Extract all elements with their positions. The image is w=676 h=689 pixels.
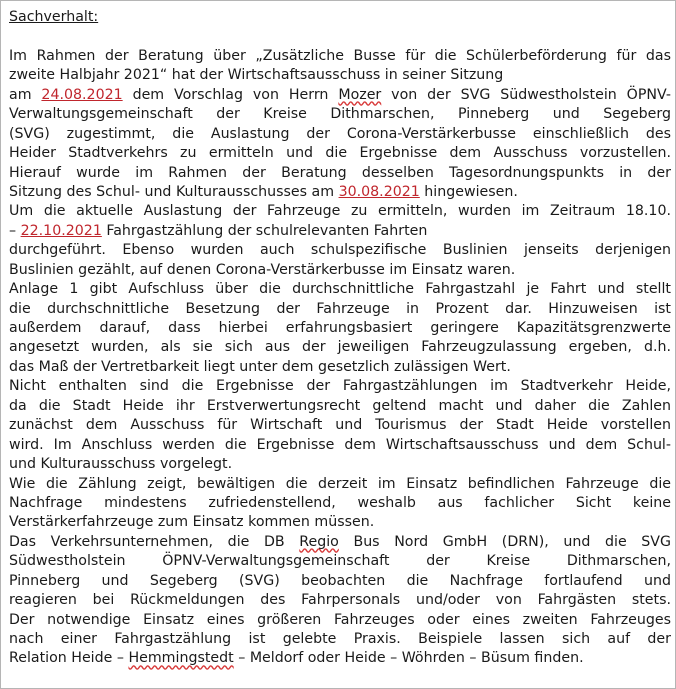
text-segment: – <box>9 222 21 239</box>
text-segment: Im Rahmen der Beratung über „Zusätzliche Busse für die Schülerbeförderung für das <box>9 47 671 64</box>
text-segment: dem Vorschlag von Herrn <box>122 86 339 103</box>
date-link[interactable]: 22.10.2021 <box>20 222 102 239</box>
text-line <box>9 202 671 221</box>
text-segment: Anlage 1 gibt Aufschluss über die durchschnittliche Fahrgastzahl je Fahrt und stellt <box>9 281 671 298</box>
text-segment: reagieren bei Rückmeldungen des Fahrpersonals und/oder von Fahrgästen stets. <box>9 592 671 609</box>
text-line <box>9 144 671 163</box>
document-body <box>9 8 671 669</box>
text-line <box>9 222 671 241</box>
text-segment: Der notwendige Einsatz eines größeren Fahrzeuges oder eines zweiten Fahrzeuges <box>9 611 671 628</box>
text-segment: Verwaltungsgemeinschaft der Kreise Dithmarschen, Pinneberg und Segeberg <box>9 106 671 123</box>
text-segment: Fahrgastzählung der schulrelevanten Fahrten <box>101 222 428 239</box>
blank-line <box>9 27 671 46</box>
text-segment: außerdem darauf, dass hierbei erfahrungsbasiert geringere Kapazitätsgrenzwerte <box>9 320 671 336</box>
date-link[interactable]: 24.08.2021 <box>41 86 123 103</box>
text-segment: Nachfrage mindestens zufriedenstellend, weshalb aus fachlicher Sicht keine <box>9 494 671 511</box>
text-line <box>9 591 671 610</box>
date-link[interactable]: 30.08.2021 <box>338 183 420 200</box>
text-line <box>9 338 671 357</box>
text-line <box>9 397 671 416</box>
text-line <box>9 436 671 455</box>
spellcheck-flagged-word: Mozer <box>338 86 382 103</box>
text-line <box>9 416 671 435</box>
text-line <box>9 475 671 494</box>
text-line <box>9 552 671 571</box>
heading-line <box>9 8 671 27</box>
text-line <box>9 358 671 377</box>
text-line <box>9 455 671 474</box>
text-segment: am <box>9 86 42 103</box>
text-line <box>9 630 671 649</box>
text-segment: von der SVG Südwestholstein ÖPNV- <box>381 86 671 103</box>
text-segment: nach einer Fahrgastzählung ist gelebte Praxis. Beispiele lassen sich auf der <box>9 631 671 647</box>
spellcheck-flagged-word: Hemmingstedt <box>128 650 234 667</box>
text-segment: Buslinien gezählt, auf denen Corona-Verstärkerbusse im Einsatz waren. <box>9 261 516 278</box>
text-segment: und Kulturausschuss vorgelegt. <box>9 456 233 473</box>
text-segment: die durchschnittliche Besetzung der Fahrzeuge in Prozent dar. Hinzuweisen ist <box>9 300 671 317</box>
section-heading: Sachverhalt: <box>9 9 99 25</box>
text-segment: zunächst dem Ausschuss für Wirtschaft und Tourismus der Stadt Heide vorstellen <box>9 417 671 434</box>
text-segment: Relation Heide – <box>9 650 129 667</box>
text-segment: da die Stadt Heide ihr Erstverwertungsrecht geltend macht und daher die Zahlen <box>9 397 671 414</box>
text-line <box>9 241 671 260</box>
text-segment: – Meldorf oder Heide – Wöhrden – Büsum finden. <box>233 650 584 667</box>
text-segment: Nicht enthalten sind die Ergebnisse der Fahrgastzählungen im Stadtverkehr Heide, <box>9 378 671 395</box>
text-segment: Sitzung des Schul- und Kulturausschusses am <box>9 183 339 200</box>
text-segment: Um die aktuelle Auslastung der Fahrzeuge zu ermitteln, wurden im Zeitraum 18.10. <box>9 203 671 220</box>
text-line <box>9 513 671 532</box>
text-line <box>9 649 671 668</box>
text-line <box>9 183 671 202</box>
text-segment: zweite Halbjahr 2021“ hat der Wirtschaftsausschuss in seiner Sitzung <box>9 67 504 84</box>
text-line <box>9 66 671 85</box>
text-segment: (SVG) zugestimmt, die Auslastung der Corona-Verstärkerbusse einschließlich des <box>9 125 671 142</box>
text-segment: hingewiesen. <box>419 183 518 200</box>
text-line <box>9 319 671 338</box>
text-line <box>9 86 671 105</box>
text-line <box>9 164 671 183</box>
text-line <box>9 105 671 124</box>
text-line <box>9 533 671 552</box>
text-line <box>9 611 671 630</box>
text-line <box>9 300 671 319</box>
text-line <box>9 280 671 299</box>
text-line <box>9 377 671 396</box>
text-line <box>9 47 671 66</box>
text-segment: durchgeführt. Ebenso wurden auch schulspezifische Buslinien jenseits derjenigen <box>9 242 671 259</box>
text-segment: angesetzt wurden, als sie sich aus der jeweiligen Fahrzeugzulassung ergeben, d.h. <box>9 339 671 356</box>
text-segment: Wie die Zählung zeigt, bewältigen die derzeit im Einsatz befindlichen Fahrzeuge die <box>9 475 671 492</box>
text-segment: Verstärkerfahrzeuge zum Einsatz kommen müssen. <box>9 514 375 531</box>
text-segment: das Maß der Vertretbarkeit liegt unter dem gesetzlich zulässigen Wert. <box>9 358 511 375</box>
text-line <box>9 125 671 144</box>
text-line <box>9 494 671 513</box>
spellcheck-flagged-word: Regio <box>299 533 339 550</box>
text-segment: Südwestholstein ÖPNV-Verwaltungsgemeinschaft der Kreise Dithmarschen, <box>9 553 671 570</box>
text-segment: Bus Nord GmbH (DRN), und die SVG <box>338 533 672 550</box>
text-segment: Pinneberg und Segeberg (SVG) beobachten die Nachfrage fortlaufend und <box>9 572 671 589</box>
text-segment: Heider Stadtverkehrs zu ermitteln und die Ergebnisse dem Ausschuss vorzustellen. <box>9 145 671 162</box>
text-line <box>9 261 671 280</box>
text-line <box>9 572 671 591</box>
text-segment: wird. Im Anschluss werden die Ergebnisse dem Wirtschaftsausschuss und dem Schul- <box>9 436 671 453</box>
text-segment: Das Verkehrsunternehmen, die DB <box>9 533 300 550</box>
text-segment: Hierauf wurde im Rahmen der Beratung desselben Tagesordnungspunkts in der <box>9 164 671 181</box>
